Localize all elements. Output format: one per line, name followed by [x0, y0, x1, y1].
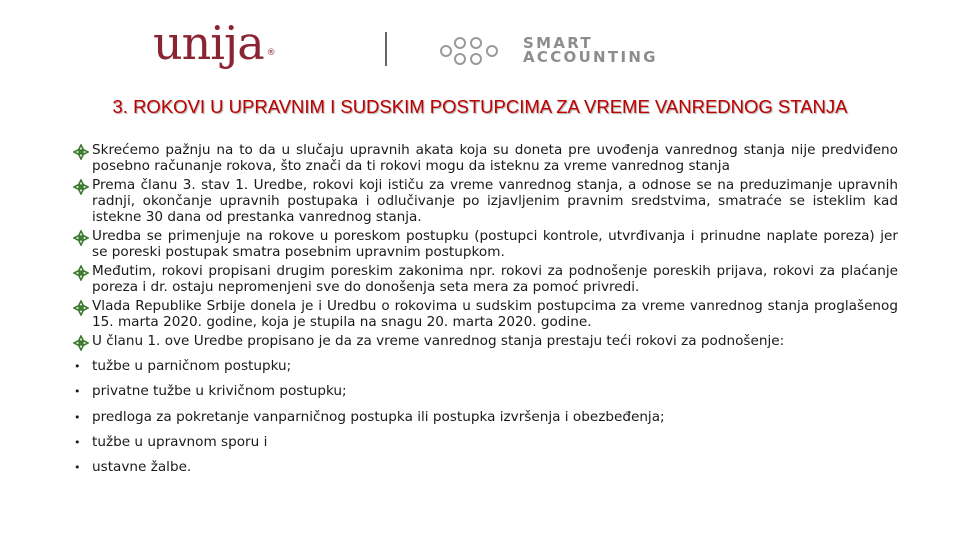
diamond-bullet-icon	[73, 144, 89, 160]
list-item	[73, 460, 898, 476]
bullet-dot: •	[74, 410, 81, 424]
unija-logo-text: unija	[153, 16, 264, 70]
paragraph-item	[73, 229, 898, 261]
slide-content	[73, 143, 898, 476]
paragraph-item	[73, 299, 898, 331]
diamond-bullet-icon	[73, 230, 89, 246]
smart-accounting-dots-icon	[438, 36, 500, 66]
smart-accounting-logo	[523, 36, 658, 64]
registered-mark: ®	[266, 48, 275, 58]
list-item-text: tužbe u parničnom postupku;	[92, 358, 292, 375]
diamond-bullet-icon	[73, 179, 89, 195]
diamond-bullet-icon	[73, 265, 89, 281]
list-item-text: tužbe u upravnom sporu i	[92, 433, 268, 450]
list-item-text: ustavne žalbe.	[92, 458, 192, 475]
list-item	[73, 359, 898, 375]
logo-divider	[385, 32, 387, 66]
paragraph-text: Međutim, rokovi propisani drugim poreskim zakonima npr. rokovi za podnošenje poreskih prijava, rokovi za plaćanje poreza i dr. ostaju nepromenjeni sve do donošenja seta mera za pomoć privredi.	[92, 263, 898, 295]
paragraph-item	[73, 143, 898, 175]
bullet-dot: •	[74, 460, 81, 474]
list-item	[73, 435, 898, 451]
list-item-text: privatne tužbe u krivičnom postupku;	[92, 383, 347, 400]
bullet-dot: •	[74, 385, 81, 399]
diamond-bullet-icon	[73, 300, 89, 316]
unija-logo	[153, 18, 275, 68]
paragraph-text: Skrećemo pažnju na to da u slučaju upravnih akata koja su doneta pre uvođenja vanrednog stanja nije predviđeno posebno računanje rokova, što znači da ti rokovi mogu da isteknu za vreme vanrednog stanja	[92, 142, 898, 174]
paragraph-text: Prema članu 3. stav 1. Uredbe, rokovi koji ističu za vreme vanrednog stanja, a odnose se na preduzimanje upravnih radnji, okončanje upravnih postupaka i odlučivanje po izjavljenim pravnim sredstvima, smatraće se isteklim kad istekne 30 dana od prestanka vanrednog stanja.	[92, 177, 898, 225]
paragraph-item	[73, 178, 898, 225]
paragraph-text: Uredba se primenjuje na rokove u poreskom postupku (postupci kontrole, utvrđivanja i prinudne naplate poreza) jer se poreski postupak smatra posebnim upravnim postupkom.	[92, 227, 898, 260]
list-item-text: predloga za pokretanje vanparničnog postupka ili postupka izvršenja i obezbeđenja;	[92, 408, 665, 425]
paragraph-item	[73, 334, 898, 350]
smart-accounting-line1: SMART	[523, 34, 593, 52]
paragraph-item	[73, 264, 898, 296]
bullet-dot: •	[74, 360, 81, 374]
slide-title: 3. ROKOVI U UPRAVNIM I SUDSKIM POSTUPCIMA ZA VREME VANREDNOG STANJA	[112, 96, 848, 117]
header	[0, 0, 960, 80]
smart-accounting-line2: ACCOUNTING	[523, 48, 658, 66]
paragraph-text: Vlada Republike Srbije donela je i Uredbu o rokovima u sudskim postupcima za vreme vanrednog stanja proglašenog 15. marta 2020. godine, koja je stupila na snagu 20. marta 2020. godine.	[92, 298, 898, 330]
list-item	[73, 410, 898, 426]
diamond-bullet-icon	[73, 335, 89, 351]
list-item	[73, 384, 898, 400]
paragraph-text: U članu 1. ove Uredbe propisano je da za vreme vanrednog stanja prestaju teći rokovi za podnošenje:	[92, 333, 785, 350]
bullet-dot: •	[74, 435, 81, 449]
